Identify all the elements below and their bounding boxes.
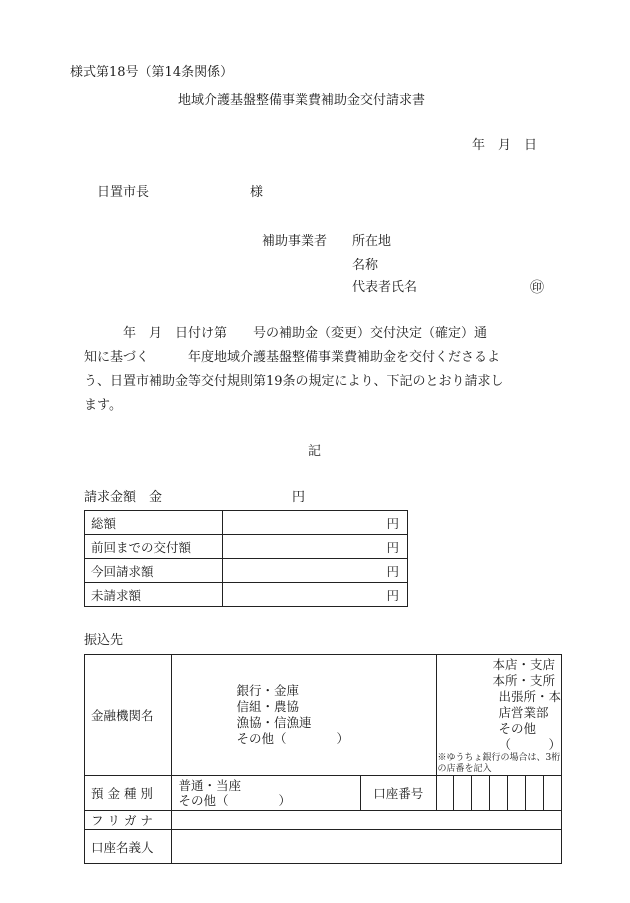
furigana-label: フ リ ガ ナ — [85, 811, 172, 830]
table-row — [85, 511, 408, 535]
body-line-3: う、日置市補助金等交付規則第19条の規定により、下記のとおり請求し — [84, 374, 504, 389]
body-paragraph — [84, 322, 564, 418]
institution-type-4: その他（ ） — [236, 731, 349, 746]
account-number-label: 口座番号 — [360, 776, 436, 811]
branch-type-3: 出張所・本店営業部 — [498, 689, 562, 720]
account-digit-box[interactable] — [453, 776, 471, 810]
seal-mark: ㊞ — [530, 280, 544, 296]
account-digit-box[interactable] — [471, 776, 489, 810]
form-number: 様式第18号（第14条関係） — [70, 65, 234, 80]
table-row — [85, 535, 408, 559]
table-row — [85, 583, 408, 607]
institution-type-2: 信組・農協 — [236, 699, 299, 714]
claim-label-previous: 前回までの交付額 — [85, 535, 223, 559]
yen-unit: 円 — [386, 563, 399, 579]
yucho-note: ※ゆうちょ銀行の場合は、3桁の店番を記入 — [437, 753, 561, 774]
claim-label-total: 総額 — [85, 511, 223, 535]
branch-type-4: その他（ ） — [498, 721, 562, 752]
addressee: 日置市長 — [97, 185, 150, 200]
claim-value-total[interactable] — [223, 511, 408, 535]
body-line-1: 年 月 日付け第 号の補助金（変更）交付決定（確定）通 — [84, 326, 488, 341]
institution-label: 金融機関名 — [85, 655, 172, 776]
institution-type-3: 漁協・信漁連 — [236, 715, 312, 730]
account-digit-box[interactable] — [437, 776, 454, 810]
account-type-2: その他（ ） — [178, 793, 291, 808]
claim-value-unclaimed[interactable] — [223, 583, 408, 607]
body-line-4: ます。 — [84, 398, 122, 413]
claim-label-current: 今回請求額 — [85, 559, 223, 583]
claim-table — [84, 510, 408, 607]
institution-type-cell[interactable] — [172, 655, 436, 776]
name-label: 名称 — [352, 258, 379, 273]
table-row — [85, 776, 562, 811]
yen-unit: 円 — [386, 587, 399, 603]
account-digit-box[interactable] — [489, 776, 507, 810]
claim-value-previous[interactable] — [223, 535, 408, 559]
claim-heading: 請求金額 金 — [84, 490, 163, 505]
account-type-label: 預 金 種 別 — [85, 776, 172, 811]
table-row — [85, 830, 562, 864]
account-digit-box[interactable] — [525, 776, 543, 810]
bank-table — [84, 654, 562, 864]
institution-type-1: 銀行・金庫 — [236, 683, 299, 698]
ki-mark: 記 — [308, 444, 322, 459]
account-digit-box[interactable] — [507, 776, 525, 810]
body-line-2: 知に基づく 年度地域介護基盤整備事業費補助金を交付くださるよ — [84, 350, 501, 365]
representative-label: 代表者氏名 — [352, 280, 418, 295]
claim-heading-unit: 円 — [292, 490, 306, 505]
table-row — [85, 811, 562, 830]
transfer-heading: 振込先 — [84, 633, 124, 648]
account-type-cell[interactable] — [172, 776, 360, 811]
yen-unit: 円 — [386, 515, 399, 531]
account-type-1: 普通・当座 — [178, 778, 241, 793]
branch-type-2: 本所・支所 — [492, 673, 556, 688]
applicant-role-label: 補助事業者 — [262, 234, 328, 249]
furigana-input[interactable] — [172, 811, 562, 830]
holder-input[interactable] — [172, 830, 562, 864]
address-label: 所在地 — [352, 234, 392, 249]
branch-type-1: 本店・支店 — [492, 657, 556, 672]
claim-value-current[interactable] — [223, 559, 408, 583]
account-number-input[interactable] — [436, 776, 562, 811]
yen-unit: 円 — [386, 539, 399, 555]
holder-label: 口座名義人 — [85, 830, 172, 864]
date-line: 年 月 日 — [472, 138, 538, 153]
document-title: 地域介護基盤整備事業費補助金交付請求書 — [178, 93, 426, 108]
account-digit-box[interactable] — [543, 776, 561, 810]
claim-label-unclaimed: 未請求額 — [85, 583, 223, 607]
table-row — [85, 559, 408, 583]
branch-type-cell[interactable] — [436, 655, 562, 776]
table-row — [85, 655, 562, 776]
addressee-honorific: 様 — [250, 185, 264, 200]
